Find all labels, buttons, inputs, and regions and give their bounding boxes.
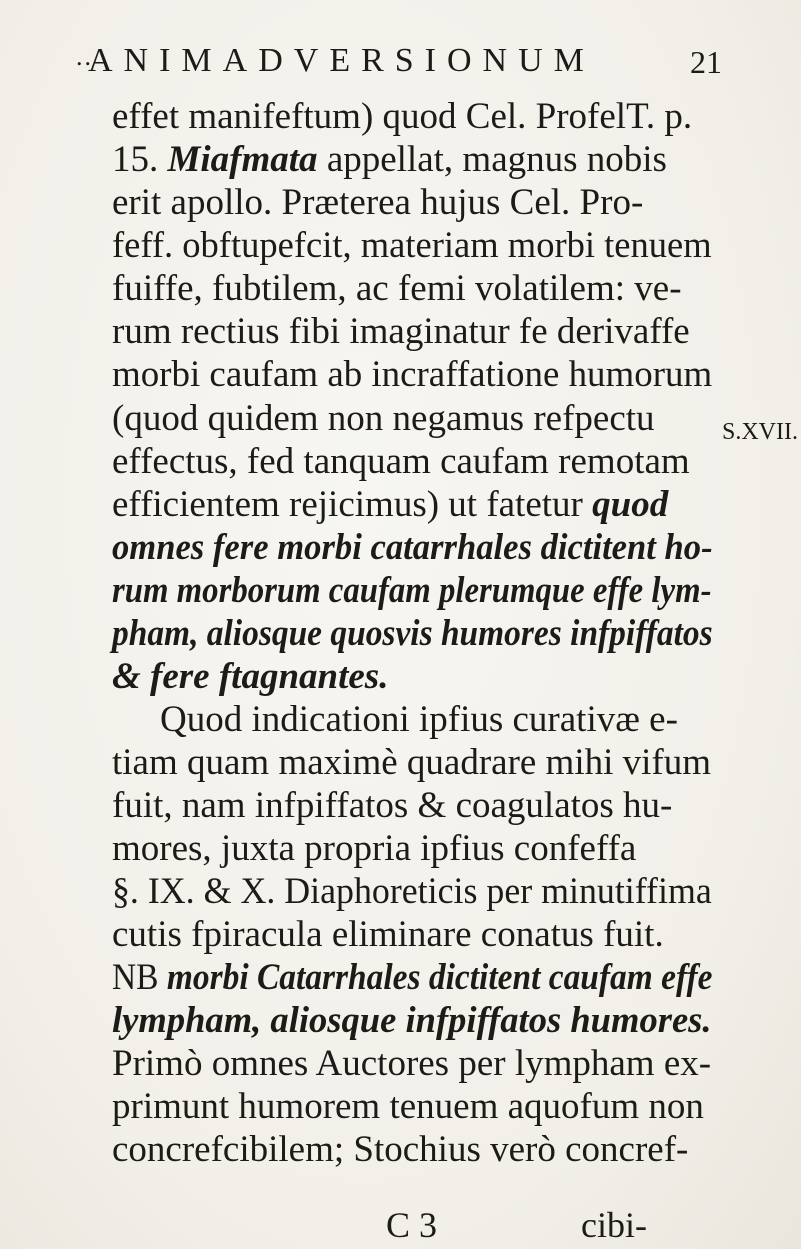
italic-run: rum morborum caufam plerumque effe lym-	[112, 570, 712, 611]
text-line	[112, 655, 388, 699]
text-line	[112, 784, 672, 828]
text-line	[112, 913, 664, 957]
text-run: §. IX. & X. Diaphoreticis per minutiffima	[112, 871, 712, 912]
text-run: effectus, fed tanquam caufam remotam	[112, 441, 690, 482]
text-run: morbi caufam ab incraffatione humorum	[112, 354, 713, 395]
text-run: erit apollo. Præterea hujus Cel. Pro-	[112, 182, 644, 223]
text-line	[112, 440, 690, 484]
text-run: Quod indicationi ipfius curativæ e-	[160, 699, 678, 740]
text-line	[112, 310, 690, 354]
text-run: appellat, magnus nobis	[317, 139, 667, 180]
text-run: feff. obftupefcit, materiam morbi tenuem	[112, 225, 712, 266]
text-line	[112, 483, 668, 527]
text-run: mores, juxta propria ipfius confeffa	[112, 828, 637, 869]
page-number: 21	[690, 44, 722, 80]
text-line	[112, 397, 655, 441]
margin-section-note: S.XVII.	[722, 419, 798, 445]
italic-run: pham, aliosque quosvis humores infpiffatos	[112, 613, 713, 654]
text-run: (quod quidem non negamus refpectu	[112, 398, 655, 439]
text-line	[112, 353, 712, 397]
catchword: cibi-	[581, 1205, 647, 1245]
text-line	[112, 612, 713, 656]
text-line	[112, 569, 711, 613]
italic-run: morbi Catarrhales dictitent caufam effe	[166, 957, 713, 998]
text-run: NB	[112, 957, 167, 998]
text-line	[160, 698, 678, 742]
text-run: tiam quam maximè quadrare mihi vifum	[112, 742, 712, 783]
text-run: primunt humorem tenuem aquofum non	[112, 1086, 704, 1127]
text-line	[112, 138, 667, 182]
signature-mark: C 3	[386, 1205, 438, 1245]
text-line	[112, 827, 636, 871]
text-run: effet manifeftum) quod Cel. ProfelT. p.	[112, 96, 693, 137]
italic-run: quod	[592, 484, 669, 525]
text-line	[112, 95, 692, 139]
text-run: fuiffe, fubtilem, ac femi volatilem: ve-	[112, 268, 682, 309]
text-line	[112, 224, 712, 268]
text-run: concrefcibilem; Stochius verò concref-	[112, 1129, 689, 1170]
text-run: cutis fpiracula eliminare conatus fuit.	[112, 914, 664, 955]
text-run: 15.	[112, 139, 168, 180]
text-run: efficientem rejicimus) ut fatetur	[112, 484, 593, 525]
text-line	[112, 181, 643, 225]
text-line	[112, 741, 711, 785]
italic-run: omnes fere morbi catarrhales dictitent ho-	[112, 527, 713, 568]
text-run: rum rectius fibi imaginatur fe derivaffe	[112, 311, 690, 352]
header-mark: ..	[76, 42, 93, 71]
text-line	[112, 1042, 711, 1086]
text-line	[112, 1128, 688, 1172]
text-line	[112, 870, 712, 914]
text-run: fuit, nam infpiffatos & coagulatos hu-	[112, 785, 673, 826]
italic-run: lympham, aliosque infpiffatos humores.	[112, 1000, 712, 1041]
text-line	[112, 956, 713, 1000]
running-title: ANIMADVERSIONUM	[88, 42, 595, 79]
text-line	[112, 1085, 704, 1129]
text-line	[112, 526, 713, 570]
italic-run: Miafmata	[167, 139, 318, 180]
text-line	[112, 999, 712, 1043]
text-run: Primò omnes Auctores per lympham ex-	[112, 1043, 712, 1084]
text-line	[112, 267, 682, 311]
italic-run: & fere ftagnantes.	[112, 656, 389, 697]
